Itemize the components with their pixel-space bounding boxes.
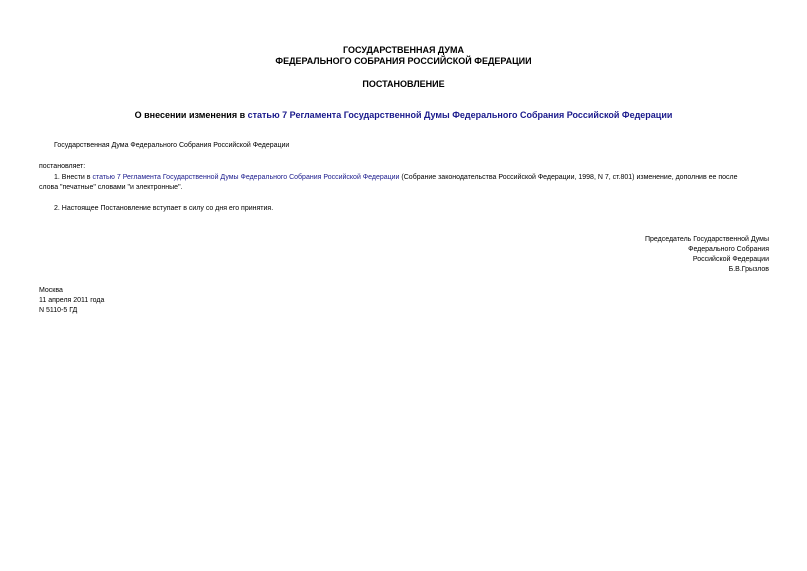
item1-prefix: 1. Внести в [54, 174, 93, 181]
document-subject [0, 110, 807, 121]
subject-prefix: О внесении изменения в [134, 110, 248, 120]
document-date: 11 апреля 2011 года [39, 297, 105, 304]
issuer-text: Государственная Дума Федерального Собрания Российской Федерации [54, 142, 290, 149]
city: Москва [39, 287, 63, 294]
signature-block [645, 235, 769, 275]
signatory-name: Б.В.Грызлов [728, 266, 769, 273]
item1-article-link[interactable]: статью 7 Регламента Государственной Думы Федерального Собрания Российской Федерации [92, 174, 400, 181]
item1-suffix: (Собрание законодательства Российской Федерации, 1998, N 7, ст.801) изменение, дополнив ее после [399, 174, 738, 181]
item1-line2: слова "печатные" словами "и электронные". [39, 184, 183, 191]
signature-title-line1: Председатель Государственной Думы [644, 236, 769, 243]
org-name-line1: ГОСУДАРСТВЕННАЯ ДУМА [342, 45, 465, 55]
signature-title-line3: Российской Федерации [692, 256, 769, 263]
item1-line1 [54, 173, 738, 182]
org-name-line2: ФЕДЕРАЛЬНОГО СОБРАНИЯ РОССИЙСКОЙ ФЕДЕРАЦИИ [275, 56, 532, 66]
document-number: N 5110-5 ГД [39, 307, 78, 314]
document-type-title: ПОСТАНОВЛЕНИЕ [362, 79, 445, 89]
decides-text: постановляет: [39, 163, 86, 170]
item2-text: 2. Настоящее Постановление вступает в силу со дня его принятия. [54, 205, 274, 212]
signature-title-line2: Федерального Собрания [688, 246, 769, 253]
place-date-block [39, 286, 104, 316]
subject-article-link[interactable]: статью 7 Регламента Государственной Думы Федерального Собрания Российской Федерации [247, 110, 673, 120]
